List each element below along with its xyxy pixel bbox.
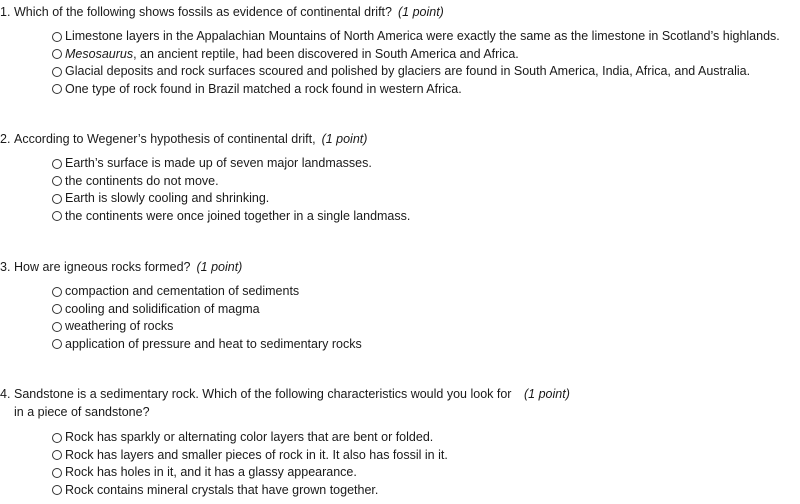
question-points: (1 point): [397, 5, 444, 19]
option-1b[interactable]: Mesosaurus, an ancient reptile, had been discovered in South America and Africa.: [52, 46, 780, 64]
option-3c[interactable]: weathering of rocks: [52, 318, 362, 336]
option-3d[interactable]: application of pressure and heat to sedimentary rocks: [52, 336, 362, 354]
question-4-options: [52, 429, 448, 499]
radio-button[interactable]: [52, 67, 62, 77]
radio-button[interactable]: [52, 433, 62, 443]
radio-button[interactable]: [52, 32, 62, 42]
option-4a[interactable]: Rock has sparkly or alternating color layers that are bent or folded.: [52, 429, 448, 447]
question-text: Which of the following shows fossils as evidence of continental drift?: [14, 5, 392, 19]
option-4c[interactable]: Rock has holes in it, and it has a glassy appearance.: [52, 464, 448, 482]
question-1-header: [0, 3, 800, 21]
question-4: [0, 385, 800, 497]
option-4b[interactable]: Rock has layers and smaller pieces of rock in it. It also has fossil in it.: [52, 447, 448, 465]
radio-button[interactable]: [52, 287, 62, 297]
question-number: 4.: [0, 387, 11, 401]
option-2d[interactable]: the continents were once joined together in a single landmass.: [52, 208, 410, 226]
radio-button[interactable]: [52, 84, 62, 94]
question-4-header: [0, 385, 800, 421]
option-2b[interactable]: the continents do not move.: [52, 173, 410, 191]
radio-button[interactable]: [52, 322, 62, 332]
question-1: [0, 3, 800, 96]
option-2a[interactable]: Earth’s surface is made up of seven major landmasses.: [52, 155, 410, 173]
radio-button[interactable]: [52, 304, 62, 314]
radio-button[interactable]: [52, 176, 62, 186]
question-2-options: [52, 155, 410, 225]
question-text: How are igneous rocks formed?: [14, 260, 191, 274]
radio-button[interactable]: [52, 485, 62, 495]
radio-button[interactable]: [52, 159, 62, 169]
question-text: According to Wegener’s hypothesis of continental drift,: [14, 132, 316, 146]
option-3a[interactable]: compaction and cementation of sediments: [52, 283, 362, 301]
question-points: (1 point): [321, 132, 368, 146]
question-1-options: [52, 28, 780, 98]
radio-button[interactable]: [52, 339, 62, 349]
radio-button[interactable]: [52, 194, 62, 204]
radio-button[interactable]: [52, 450, 62, 460]
option-4d[interactable]: Rock contains mineral crystals that have grown together.: [52, 482, 448, 500]
option-1d[interactable]: One type of rock found in Brazil matched a rock found in western Africa.: [52, 81, 780, 99]
question-text-line2: in a piece of sandstone?: [14, 405, 150, 419]
question-points: (1 point): [196, 260, 243, 274]
radio-button[interactable]: [52, 49, 62, 59]
question-3-header: [0, 258, 800, 276]
radio-button[interactable]: [52, 468, 62, 478]
question-number: 1.: [0, 5, 11, 19]
question-points: (1 point): [524, 387, 570, 401]
question-number: 3.: [0, 260, 11, 274]
question-3: [0, 258, 800, 351]
question-3-options: [52, 283, 362, 353]
option-3b[interactable]: cooling and solidification of magma: [52, 301, 362, 319]
question-text: Sandstone is a sedimentary rock. Which of the following characteristics would you look for: [14, 387, 512, 401]
question-2: [0, 130, 800, 223]
option-2c[interactable]: Earth is slowly cooling and shrinking.: [52, 190, 410, 208]
option-1a[interactable]: Limestone layers in the Appalachian Mountains of North America were exactly the same as the limestone in Scotland’s highlands.: [52, 28, 780, 46]
question-2-header: [0, 130, 800, 148]
option-1c[interactable]: Glacial deposits and rock surfaces scoured and polished by glaciers are found in South America, India, Africa, and Australia.: [52, 63, 780, 81]
question-number: 2.: [0, 132, 11, 146]
radio-button[interactable]: [52, 211, 62, 221]
